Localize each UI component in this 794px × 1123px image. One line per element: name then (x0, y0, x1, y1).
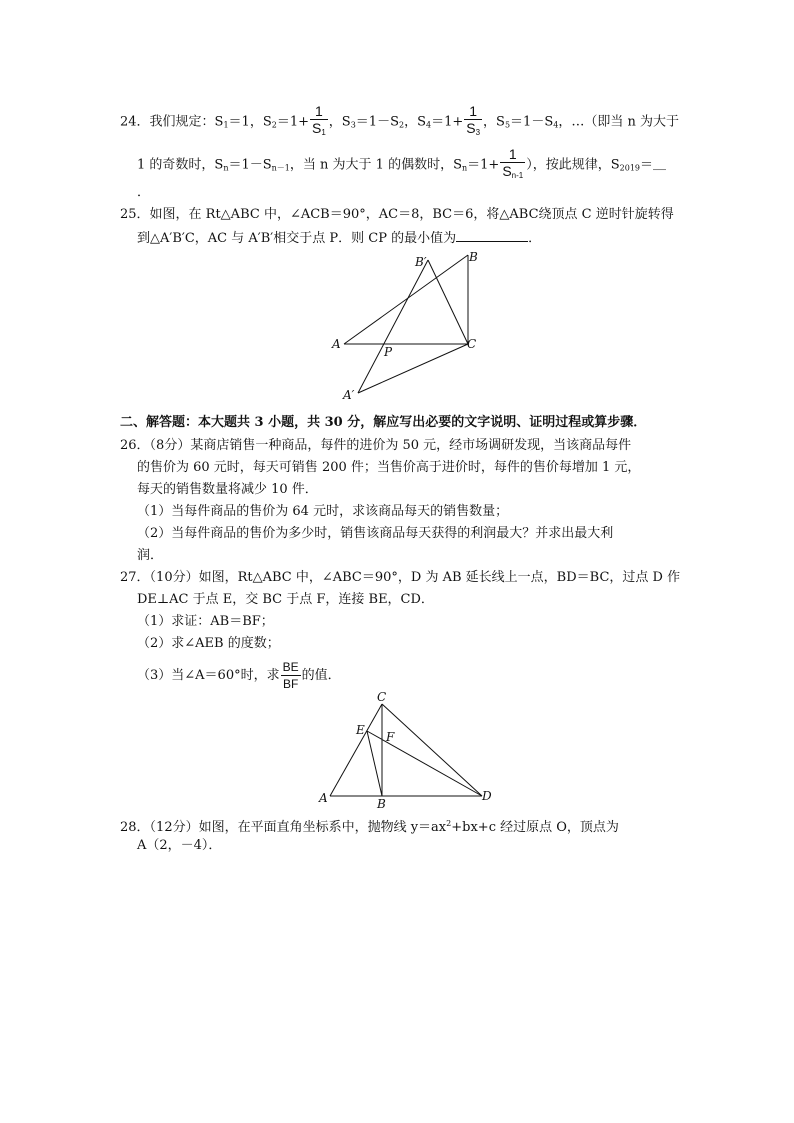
subscript: 1 (321, 128, 326, 137)
fraction-numerator: 1 (500, 146, 525, 163)
q24-text: ＝1+ (467, 157, 500, 173)
segment-be (367, 731, 382, 796)
segment-cd (382, 704, 482, 796)
fraction-denominator (464, 120, 482, 141)
q25-text: ． (528, 231, 542, 246)
label-f: F (386, 730, 395, 744)
section-heading: 二、解答题：本大题共 3 小题，共 30 分，解应写出必要的文字说明、证明过程或算步骤． (120, 415, 647, 430)
subscript: n (462, 163, 468, 173)
q26-line1: 26．（8分）某商店销售一种商品，每件的进价为 50 元，经市场调研发现，当该商品每件 (120, 438, 632, 453)
fraction-1-over-s3 (464, 103, 482, 141)
q27-text: （3）当∠A＝60°时，求 (137, 668, 280, 683)
q24-text: ，…（即当 n 为大于 (558, 114, 679, 130)
fraction-denominator: BF (282, 677, 299, 691)
q24-line3: ． (137, 185, 151, 200)
q28-text: 28．（12分）如图，在平面直角坐标系中，抛物线 y＝ax (120, 820, 447, 835)
q28-line2: A（2，－4）． (137, 838, 222, 853)
q24-text: ，S (328, 114, 351, 130)
fraction-den-symbol: S (502, 163, 512, 179)
q25-line1: 25．如图，在 Rt△ABC 中，∠ACB＝90°，AC＝8，BC＝6，将△ABC绕顶点 C 逆时针旋转得 (120, 207, 674, 222)
q28-text: +bx+c 经过原点 O，顶点为 (451, 820, 619, 835)
label-e: E (356, 723, 365, 737)
q24-text: ），按此规律，S (526, 157, 620, 173)
q26-part1: （1）当每件商品的售价为 64 元时，求该商品每天的销售数量； (137, 504, 509, 519)
q24-line2 (137, 146, 666, 184)
subscript: 5 (504, 120, 511, 130)
fraction-den-symbol: S (312, 120, 322, 136)
q24-line1 (120, 103, 679, 141)
fraction-denominator (310, 120, 328, 141)
q27-part2: （2）求∠AEB 的度数； (137, 636, 280, 651)
label-b-prime: B′ (415, 255, 427, 269)
q27-part1: （1）求证：AB＝BF； (137, 614, 274, 629)
q28-line1 (120, 815, 619, 837)
fraction-denominator (500, 163, 525, 184)
label-a: A (332, 337, 341, 351)
q24-text: ，S (483, 114, 505, 130)
subscript: 3 (350, 120, 356, 130)
label-p: P (384, 345, 393, 359)
fraction-den-symbol: S (466, 120, 476, 136)
q24-text: ，当 n 为大于 1 的偶数时，S (289, 157, 462, 173)
q24-text: 1 的奇数时，S (137, 157, 224, 173)
segment-de (367, 731, 482, 796)
q25-figure (325, 248, 485, 403)
q24-text: ＝1+ (276, 114, 309, 130)
subscript: 3 (475, 128, 481, 137)
q24-text: ＝1－S (228, 157, 272, 173)
q24-text: ＝1－S (355, 114, 399, 130)
subscript: 2 (398, 120, 405, 130)
q27-text: 的值． (301, 668, 341, 683)
subscript: n-1 (511, 171, 524, 180)
q27-part3 (137, 659, 341, 692)
subscript: 4 (425, 120, 432, 130)
q27-line2: DE⊥AC 于点 E，交 BC 于点 F，连接 BE，CD． (137, 592, 434, 607)
q26-line3: 每天的销售数量将减少 10 件． (137, 482, 318, 497)
label-b: B (377, 797, 386, 810)
label-d: D (482, 789, 492, 803)
label-b: B (469, 250, 478, 264)
q26-part2: （2）当每件商品的售价为多少时，销售该商品每天获得的利润最大？并求出最大利 (137, 526, 614, 541)
q25-text: 到△A′B′C，AC 与 A′B′相交于点 P．则 CP 的最小值为 (137, 231, 457, 246)
fraction-1-over-s1 (310, 103, 328, 141)
q27-line1: 27．（10分）如图，Rt△ABC 中，∠ABC＝90°，D 为 AB 延长线上一点，BD＝BC，过点 D 作 (120, 570, 681, 585)
superscript: 2 (446, 819, 452, 828)
q27-figure (313, 690, 498, 810)
subscript: 2 (271, 120, 277, 130)
answer-blank: ＝＿ (640, 157, 667, 173)
segment-ac (330, 704, 382, 796)
q24-text: 我们规定：S (149, 114, 224, 130)
subscript: 4 (553, 120, 559, 130)
label-a-prime: A′ (343, 388, 355, 402)
segment-ab (344, 255, 468, 344)
q24-text: ，S (404, 114, 426, 130)
q25-line2 (137, 229, 541, 248)
subscript: n－1 (271, 163, 290, 173)
label-c: C (377, 690, 387, 704)
label-a: A (319, 791, 328, 805)
q24-text: ＝1+ (431, 114, 464, 130)
question-number: 24． (120, 114, 150, 130)
fraction-numerator: 1 (464, 103, 482, 120)
fraction-numerator: BE (282, 660, 299, 674)
subscript: 1 (223, 120, 229, 130)
label-c: C (467, 337, 477, 351)
fraction-be-over-bf (281, 659, 301, 692)
segment-a1c (358, 344, 468, 393)
fraction-numerator: 1 (310, 103, 328, 120)
fraction-1-over-sn-1 (500, 146, 525, 184)
q24-text: ＝1，S (228, 114, 272, 130)
subscript: 2019 (619, 163, 640, 173)
q26-part2-cont: 润． (137, 548, 164, 563)
subscript: n (223, 163, 229, 173)
q26-line2: 的售价为 60 元时，每天可销售 200 件；当售价高于进价时，每件的售价每增加 1 元， (137, 460, 641, 475)
segment-b1c (428, 260, 468, 344)
answer-blank (456, 229, 528, 242)
q24-text: ＝1－S (510, 114, 554, 130)
